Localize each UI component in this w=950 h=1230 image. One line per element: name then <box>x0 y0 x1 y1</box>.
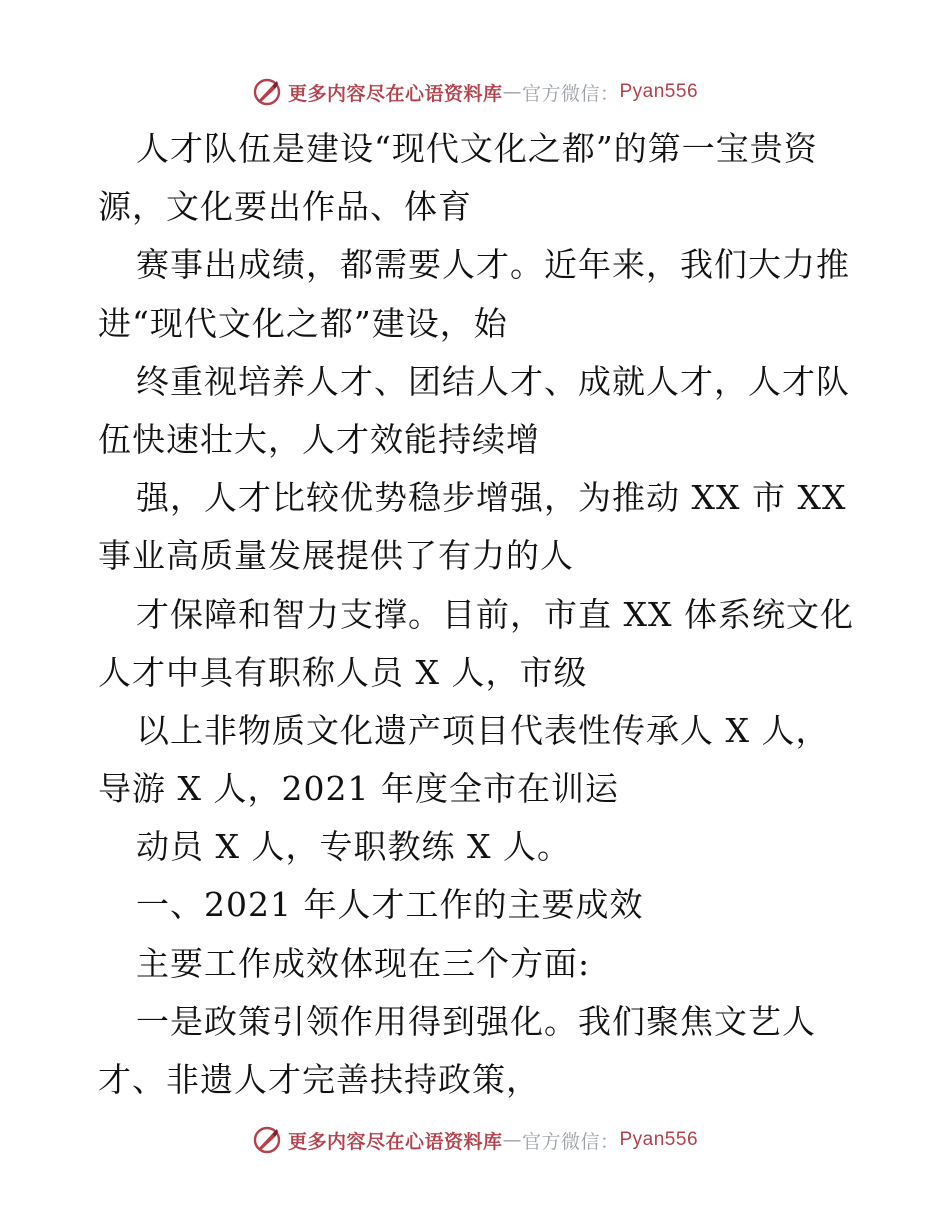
watermark-text: 更多内容尽在心语资料库 <box>287 1130 503 1153</box>
footer-watermark <box>0 1120 950 1160</box>
body-line: 人才中具有职称人员 X 人，市级 <box>98 652 588 692</box>
header-watermark <box>0 72 950 112</box>
watermark-official-label: 官方微信： <box>521 1130 620 1153</box>
document-body <box>98 120 858 1109</box>
watermark-wechat-id: Pyan556 <box>619 1129 699 1150</box>
watermark-wechat-id: Pyan556 <box>619 81 699 102</box>
body-line: 动员 X 人，专职教练 X 人。 <box>136 827 571 867</box>
quill-logo-icon <box>252 77 282 107</box>
body-line: 终重视培养人才、团结人才、成就人才，人才队 <box>136 361 850 401</box>
quill-logo-icon <box>252 1125 282 1155</box>
watermark-separator: — <box>502 81 522 103</box>
body-line: 源，文化要出作品、体育 <box>98 187 472 227</box>
body-line: 强，人才比较优势稳步增强，为推动 XX 市 XX <box>136 478 847 518</box>
body-line: 才保障和智力支撑。目前，市直 XX 体系统文化 <box>136 594 854 634</box>
body-line: 导游 X 人，2021 年度全市在训运 <box>98 769 619 809</box>
body-line: 进“现代文化之都”建设，始 <box>98 303 508 343</box>
body-line: 赛事出成绩，都需要人才。近年来，我们大力推 <box>136 245 850 285</box>
body-line: 人才队伍是建设“现代文化之都”的第一宝贵资 <box>136 129 818 168</box>
watermark-separator: — <box>502 1129 522 1151</box>
body-line: 以上非物质文化遗产项目代表性传承人 X 人， <box>136 710 830 750</box>
body-line: 一是政策引领作用得到强化。我们聚焦文艺人 <box>136 1001 816 1041</box>
body-line: 事业高质量发展提供了有力的人 <box>98 536 574 576</box>
watermark-text: 更多内容尽在心语资料库 <box>287 82 503 105</box>
body-line: 才、非遗人才完善扶持政策， <box>98 1060 540 1099</box>
section-heading: 一、2021 年人才工作的主要成效 <box>136 885 644 925</box>
body-line: 主要工作成效体现在三个方面: <box>136 943 591 983</box>
body-line: 伍快速壮大，人才效能持续增 <box>98 419 540 459</box>
watermark-official-label: 官方微信： <box>521 82 620 105</box>
